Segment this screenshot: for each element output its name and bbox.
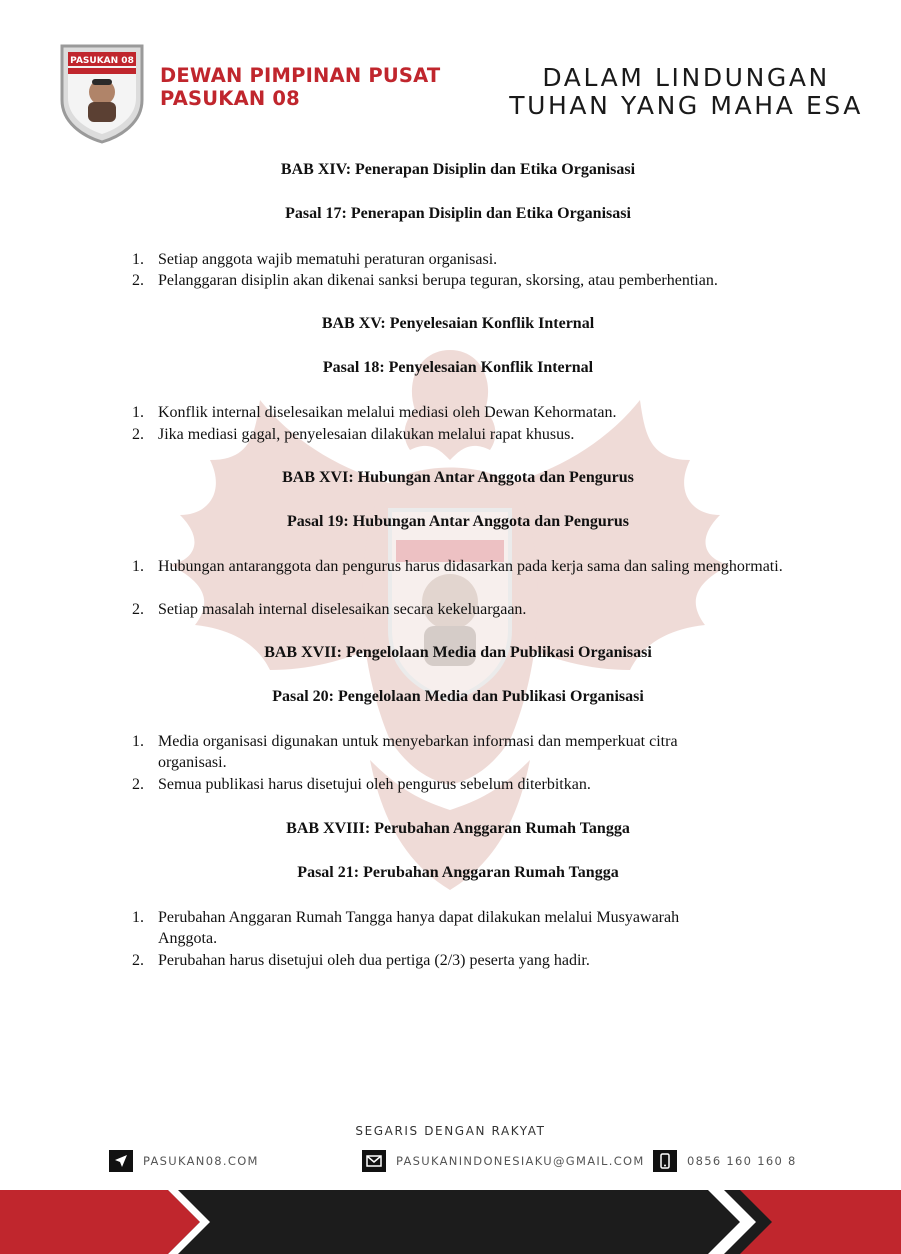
list-item	[120, 249, 796, 270]
item-number: 1.	[132, 558, 144, 575]
item-number: 1.	[132, 909, 144, 926]
list-item	[120, 774, 796, 795]
list-item	[120, 424, 796, 445]
footer-band	[0, 1190, 901, 1254]
email-contact[interactable]	[362, 1150, 645, 1172]
item-text: Perubahan harus disetujui oleh dua pertiga (2/3) peserta yang hadir.	[158, 952, 590, 969]
phone-icon	[653, 1150, 677, 1172]
list-item	[120, 950, 796, 971]
footer-tagline: SEGARIS DENGAN RAKYAT	[355, 1124, 546, 1138]
website-contact[interactable]	[109, 1150, 259, 1172]
item-number: 2.	[132, 776, 144, 793]
item-text: Perubahan Anggaran Rumah Tangga hanya dapat dilakukan melalui Musyawarah Anggota.	[158, 909, 680, 947]
pasal-heading: Pasal 17: Penerapan Disiplin dan Etika Organisasi	[285, 205, 631, 222]
list-item	[120, 556, 796, 577]
bab-heading: BAB XVII: Pengelolaan Media dan Publikasi Organisasi	[264, 644, 652, 661]
item-number: 2.	[132, 952, 144, 969]
phone-contact[interactable]	[653, 1150, 797, 1172]
item-number: 2.	[132, 426, 144, 443]
item-text: Jika mediasi gagal, penyelesaian dilakukan melalui rapat khusus.	[158, 426, 575, 443]
pasal-heading: Pasal 19: Hubungan Antar Anggota dan Pengurus	[286, 513, 629, 530]
item-number: 1.	[132, 251, 144, 268]
item-text: Pelanggaran disiplin akan dikenai sanksi berupa teguran, skorsing, atau pemberhentian.	[158, 272, 718, 289]
bab-heading: BAB XVIII: Perubahan Anggaran Rumah Tangga	[286, 820, 630, 837]
item-number: 1.	[132, 404, 144, 421]
list-item	[120, 731, 720, 773]
motto-line1: DALAM LINDUNGAN	[542, 63, 830, 92]
svg-text:PASUKAN 08: PASUKAN 08	[70, 56, 134, 66]
item-text: Konflik internal diselesaikan melalui mediasi oleh Dewan Kehormatan.	[158, 404, 617, 421]
list-item	[120, 599, 796, 620]
org-name-line2: PASUKAN 08	[160, 87, 300, 110]
pasal-heading: Pasal 20: Pengelolaan Media dan Publikasi Organisasi	[272, 688, 644, 705]
item-text: Media organisasi digunakan untuk menyebarkan informasi dan memperkuat citra organisasi.	[158, 733, 678, 771]
item-number: 1.	[132, 733, 144, 750]
list-item	[120, 402, 796, 423]
item-text: Hubungan antaranggota dan pengurus harus didasarkan pada kerja sama dan saling menghormati.	[158, 558, 783, 575]
list-item	[120, 907, 720, 949]
motto-line2: TUHAN YANG MAHA ESA	[509, 91, 863, 120]
bab-heading: BAB XV: Penyelesaian Konflik Internal	[321, 315, 595, 332]
phone-number[interactable]: 0856 160 160 8	[687, 1154, 797, 1168]
mail-icon	[362, 1150, 386, 1172]
send-icon	[109, 1150, 133, 1172]
motto	[509, 64, 863, 120]
pasal-heading: Pasal 18: Penyelesaian Konflik Internal	[322, 359, 594, 376]
pasal-heading: Pasal 21: Perubahan Anggaran Rumah Tangga	[297, 864, 619, 881]
item-number: 2.	[132, 272, 144, 289]
email-link[interactable]: PASUKANINDONESIAKU@GMAIL.COM	[396, 1154, 645, 1168]
bab-heading: BAB XVI: Hubungan Antar Anggota dan Pengurus	[282, 469, 634, 486]
bab-heading: BAB XIV: Penerapan Disiplin dan Etika Organisasi	[280, 161, 636, 178]
item-text: Setiap masalah internal diselesaikan secara kekeluargaan.	[158, 601, 527, 618]
pasukan08-logo	[56, 38, 148, 144]
org-name-line1: DEWAN PIMPINAN PUSAT	[160, 64, 441, 87]
item-number: 2.	[132, 601, 144, 618]
item-text: Setiap anggota wajib mematuhi peraturan organisasi.	[158, 251, 498, 268]
org-name	[160, 64, 440, 110]
list-item	[120, 270, 796, 291]
website-link[interactable]: PASUKAN08.COM	[143, 1154, 259, 1168]
item-text: Semua publikasi harus disetujui oleh pengurus sebelum diterbitkan.	[158, 776, 591, 793]
